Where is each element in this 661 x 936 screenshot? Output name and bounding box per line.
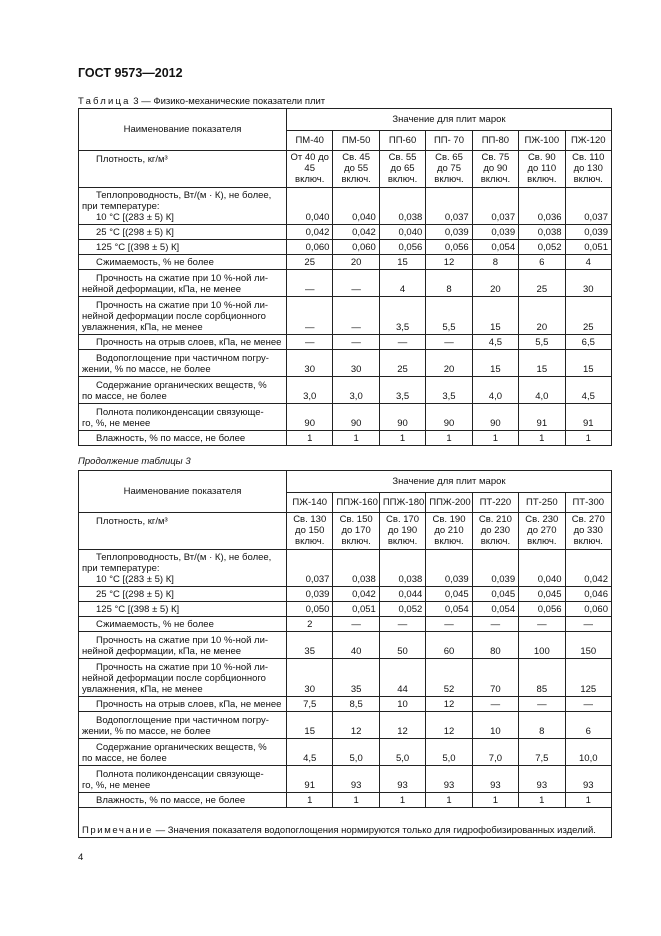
cell: 91 [287, 766, 333, 793]
cell: Св. 170 до 190 включ. [379, 513, 425, 550]
cell: Св. 45 до 55 включ. [333, 151, 379, 188]
cell: 0,044 [379, 587, 425, 602]
cell: — [379, 335, 425, 350]
table2 [78, 470, 612, 838]
row-label: Плотность, кг/м³ [79, 151, 287, 188]
cell: 10 [379, 697, 425, 712]
cell: 1 [379, 431, 425, 446]
cell: 150 [565, 632, 611, 659]
table-row [79, 188, 612, 225]
table1-caption [78, 96, 325, 107]
row-label: 25 °С [(298 ± 5) К] [79, 225, 287, 240]
cell: 0,040 [519, 550, 565, 587]
cell: 80 [472, 632, 518, 659]
cell: 0,039 [565, 225, 611, 240]
table-row [79, 377, 612, 404]
table-row [79, 602, 612, 617]
table2-brand: ПТ-220 [472, 493, 518, 513]
cell: 5,0 [379, 739, 425, 766]
cell: Св. 130 до 150 включ. [287, 513, 333, 550]
cell: 0,042 [287, 225, 333, 240]
cell: 0,054 [426, 602, 472, 617]
cell: 91 [519, 404, 565, 431]
cell: Св. 75 до 90 включ. [472, 151, 518, 188]
cell: 0,042 [565, 550, 611, 587]
cell: 90 [333, 404, 379, 431]
cell: 0,056 [519, 602, 565, 617]
cell: 1 [519, 431, 565, 446]
table-row [79, 513, 612, 550]
table-row [79, 270, 612, 297]
row-label: Прочность на сжатие при 10 %-ной ли- нейной деформации после сорбционного увлажнения, кПа, не менее [79, 659, 287, 697]
table2-brand: ПТ-250 [519, 493, 565, 513]
cell: 30 [287, 350, 333, 377]
cell: — [426, 335, 472, 350]
cell: 8 [472, 255, 518, 270]
doc-title: ГОСТ 9573—2012 [78, 66, 183, 80]
cell: 20 [519, 297, 565, 335]
cell: 0,052 [379, 602, 425, 617]
table1-brand: ПМ-40 [287, 131, 333, 151]
cell: 1 [379, 793, 425, 808]
cell: 1 [426, 793, 472, 808]
cell: 12 [426, 712, 472, 739]
row-label: Плотность, кг/м³ [79, 513, 287, 550]
table1-brand: ПЖ-100 [519, 131, 565, 151]
cell: 4,0 [519, 377, 565, 404]
cell: 7,0 [472, 739, 518, 766]
table-row [79, 587, 612, 602]
table-row [79, 766, 612, 793]
cell: 0,038 [333, 550, 379, 587]
cell: 0,056 [426, 240, 472, 255]
table2-col-header: Наименование показателя [79, 471, 287, 513]
cell: 1 [333, 431, 379, 446]
cell: 60 [426, 632, 472, 659]
row-label: 25 °С [(298 ± 5) К] [79, 587, 287, 602]
cell: Св. 110 до 130 включ. [565, 151, 611, 188]
cell: 1 [287, 431, 333, 446]
cell: 90 [287, 404, 333, 431]
cell: — [333, 297, 379, 335]
cell: 1 [565, 793, 611, 808]
cell: 0,039 [472, 225, 518, 240]
cell: 25 [287, 255, 333, 270]
cell: Св. 270 до 330 включ. [565, 513, 611, 550]
table-row [79, 712, 612, 739]
cell: 1 [519, 793, 565, 808]
table1-brand: ПП-80 [472, 131, 518, 151]
cell: — [519, 617, 565, 632]
cell: — [333, 617, 379, 632]
cell: 0,056 [379, 240, 425, 255]
table2-brand: ППЖ-180 [379, 493, 425, 513]
cell: — [287, 297, 333, 335]
cell: 5,0 [333, 739, 379, 766]
row-label: Прочность на сжатие при 10 %-ной ли- нейной деформации после сорбционного увлажнения, кПа, не менее [79, 297, 287, 335]
cell: — [426, 617, 472, 632]
cell: 1 [565, 431, 611, 446]
table1-brand: ПП-60 [379, 131, 425, 151]
row-label: Прочность на отрыв слоев, кПа, не менее [79, 697, 287, 712]
row-label: Полнота поликонденсации связующе- го, %, не менее [79, 404, 287, 431]
cell: — [519, 697, 565, 712]
cell: 0,051 [565, 240, 611, 255]
cell: 1 [472, 793, 518, 808]
cell: 6 [565, 712, 611, 739]
cell: — [565, 617, 611, 632]
row-label: Водопоглощение при частичном погру- жении, % по массе, не более [79, 712, 287, 739]
cell: 93 [379, 766, 425, 793]
row-label: Водопоглощение при частичном погру- жении, % по массе, не более [79, 350, 287, 377]
row-label: 125 °С [(398 ± 5) К] [79, 602, 287, 617]
table-row [79, 659, 612, 697]
cell: — [333, 270, 379, 297]
cell: Св. 90 до 110 включ. [519, 151, 565, 188]
cell: 12 [426, 255, 472, 270]
cell: 4,5 [472, 335, 518, 350]
row-label: Теплопроводность, Вт/(м · К), не более, при температуре: 10 °С [(283 ± 5) К] [79, 550, 287, 587]
cell: 0,060 [287, 240, 333, 255]
cell: 0,037 [426, 188, 472, 225]
cell: 6,5 [565, 335, 611, 350]
cell: — [379, 617, 425, 632]
cell: — [472, 617, 518, 632]
table-row [79, 297, 612, 335]
cell: 0,038 [379, 550, 425, 587]
cell: 5,0 [426, 739, 472, 766]
table-row [79, 404, 612, 431]
cell: 25 [565, 297, 611, 335]
row-label: Полнота поликонденсации связующе- го, %, не менее [79, 766, 287, 793]
cell: — [333, 335, 379, 350]
cell: 1 [333, 793, 379, 808]
cell: — [472, 697, 518, 712]
cell: 5,5 [519, 335, 565, 350]
cell: 15 [565, 350, 611, 377]
cell: 4,0 [472, 377, 518, 404]
cell: 0,054 [472, 240, 518, 255]
table-note-row [79, 808, 612, 838]
page-number: 4 [78, 852, 84, 863]
cell: 4 [379, 270, 425, 297]
cell: 90 [426, 404, 472, 431]
table1-caption-rest: 3 — Физико-механические показатели плит [130, 96, 326, 107]
cell: 30 [565, 270, 611, 297]
cell: 25 [519, 270, 565, 297]
cell: 100 [519, 632, 565, 659]
row-label: Сжимаемость, % не более [79, 617, 287, 632]
cell: 8 [519, 712, 565, 739]
cell: 30 [333, 350, 379, 377]
cell: 1 [472, 431, 518, 446]
cell: 4,5 [287, 739, 333, 766]
cell: 8 [426, 270, 472, 297]
cell: 4,5 [565, 377, 611, 404]
cell: 3,0 [333, 377, 379, 404]
table-row [79, 632, 612, 659]
cell: 0,037 [472, 188, 518, 225]
cell: 6 [519, 255, 565, 270]
table-row [79, 255, 612, 270]
table-row [79, 225, 612, 240]
cell: 15 [519, 350, 565, 377]
cell: 5,5 [426, 297, 472, 335]
cell: 0,046 [565, 587, 611, 602]
cell: 0,038 [519, 225, 565, 240]
cell: 0,037 [287, 550, 333, 587]
cell: — [565, 697, 611, 712]
table-row [79, 617, 612, 632]
cell: 20 [333, 255, 379, 270]
cell: 15 [472, 297, 518, 335]
table2-header-row [79, 471, 612, 493]
cell: 7,5 [519, 739, 565, 766]
cell: 0,038 [379, 188, 425, 225]
cell: От 40 до 45 включ. [287, 151, 333, 188]
cell: 0,052 [519, 240, 565, 255]
cell: 70 [472, 659, 518, 697]
cell: 0,060 [565, 602, 611, 617]
cell: 52 [426, 659, 472, 697]
table-row [79, 350, 612, 377]
cell: Св. 150 до 170 включ. [333, 513, 379, 550]
table2-brand: ППЖ-160 [333, 493, 379, 513]
cell: 125 [565, 659, 611, 697]
cell: 93 [519, 766, 565, 793]
cell: 25 [379, 350, 425, 377]
cell: Св. 190 до 210 включ. [426, 513, 472, 550]
row-label: Содержание органических веществ, % по массе, не более [79, 377, 287, 404]
table1-brand: ПЖ-120 [565, 131, 611, 151]
cell: Св. 65 до 75 включ. [426, 151, 472, 188]
cell: 10,0 [565, 739, 611, 766]
cell: 0,051 [333, 602, 379, 617]
table1-brand: ПМ-50 [333, 131, 379, 151]
cell: 15 [379, 255, 425, 270]
cell: 85 [519, 659, 565, 697]
cell: 44 [379, 659, 425, 697]
table-row [79, 793, 612, 808]
table2-brand: ПЖ-140 [287, 493, 333, 513]
cell: 15 [472, 350, 518, 377]
cell: 40 [333, 632, 379, 659]
row-label: Теплопроводность, Вт/(м · К), не более, при температуре: 10 °С [(283 ± 5) К] [79, 188, 287, 225]
table-row [79, 151, 612, 188]
table-row [79, 431, 612, 446]
cell: 15 [287, 712, 333, 739]
table-row [79, 240, 612, 255]
cell: 20 [472, 270, 518, 297]
table1-header-row [79, 109, 612, 131]
row-label: Влажность, % по массе, не более [79, 431, 287, 446]
cell: 0,042 [333, 225, 379, 240]
table2-brand: ПТ-300 [565, 493, 611, 513]
cell: 93 [565, 766, 611, 793]
table1-caption-prefix: Таблица [78, 96, 131, 107]
cell: 3,5 [426, 377, 472, 404]
table-row [79, 697, 612, 712]
cell: 0,045 [519, 587, 565, 602]
table2-brand: ППЖ-200 [426, 493, 472, 513]
cell: 93 [472, 766, 518, 793]
cell: — [287, 335, 333, 350]
cell: 0,040 [379, 225, 425, 240]
cell: 35 [287, 632, 333, 659]
cell: 3,5 [379, 377, 425, 404]
table1-col-header: Наименование показателя [79, 109, 287, 151]
cell: 0,036 [519, 188, 565, 225]
table-row [79, 550, 612, 587]
table2-group-header: Значение для плит марок [287, 471, 612, 493]
cell: 12 [333, 712, 379, 739]
table1-group-header: Значение для плит марок [287, 109, 612, 131]
cell: — [287, 270, 333, 297]
cell: 0,045 [472, 587, 518, 602]
cell: 0,040 [287, 188, 333, 225]
row-label: Содержание органических веществ, % по массе, не более [79, 739, 287, 766]
cell: 0,042 [333, 587, 379, 602]
table-row [79, 739, 612, 766]
cell: 93 [333, 766, 379, 793]
row-label: Сжимаемость, % не более [79, 255, 287, 270]
cell: Св. 210 до 230 включ. [472, 513, 518, 550]
row-label: Прочность на отрыв слоев, кПа, не менее [79, 335, 287, 350]
cell: 0,039 [472, 550, 518, 587]
cell: 0,060 [333, 240, 379, 255]
cell: 8,5 [333, 697, 379, 712]
cell: 0,054 [472, 602, 518, 617]
cell: 90 [379, 404, 425, 431]
row-label: 125 °С [(398 ± 5) К] [79, 240, 287, 255]
row-label: Влажность, % по массе, не более [79, 793, 287, 808]
cell: 4 [565, 255, 611, 270]
cell: 3,5 [379, 297, 425, 335]
cell: 7,5 [287, 697, 333, 712]
cell: 1 [287, 793, 333, 808]
cell: 0,040 [333, 188, 379, 225]
cell: 3,0 [287, 377, 333, 404]
table-row [79, 335, 612, 350]
table1-brand: ПП- 70 [426, 131, 472, 151]
cell: 0,039 [426, 225, 472, 240]
cell: 0,039 [287, 587, 333, 602]
cell: 90 [472, 404, 518, 431]
cell: 91 [565, 404, 611, 431]
cell: 2 [287, 617, 333, 632]
cell: 0,045 [426, 587, 472, 602]
cell: 0,050 [287, 602, 333, 617]
cell: 1 [426, 431, 472, 446]
note-text: — Значения показателя водопоглощения нормируются только для гидрофобизированных изделий. [153, 825, 596, 836]
cell: 50 [379, 632, 425, 659]
table-note [79, 808, 612, 838]
table1 [78, 108, 612, 446]
cell: 30 [287, 659, 333, 697]
cell: 93 [426, 766, 472, 793]
cell: 10 [472, 712, 518, 739]
cell: 0,039 [426, 550, 472, 587]
cell: 12 [379, 712, 425, 739]
row-label: Прочность на сжатие при 10 %-ной ли- нейной деформации, кПа, не менее [79, 270, 287, 297]
cell: 35 [333, 659, 379, 697]
cell: Св. 230 до 270 включ. [519, 513, 565, 550]
cell: 12 [426, 697, 472, 712]
note-prefix: Примечание [82, 825, 153, 836]
cell: Св. 55 до 65 включ. [379, 151, 425, 188]
cell: 0,037 [565, 188, 611, 225]
cell: 20 [426, 350, 472, 377]
table2-caption: Продолжение таблицы 3 [78, 456, 191, 467]
row-label: Прочность на сжатие при 10 %-ной ли- нейной деформации, кПа, не менее [79, 632, 287, 659]
